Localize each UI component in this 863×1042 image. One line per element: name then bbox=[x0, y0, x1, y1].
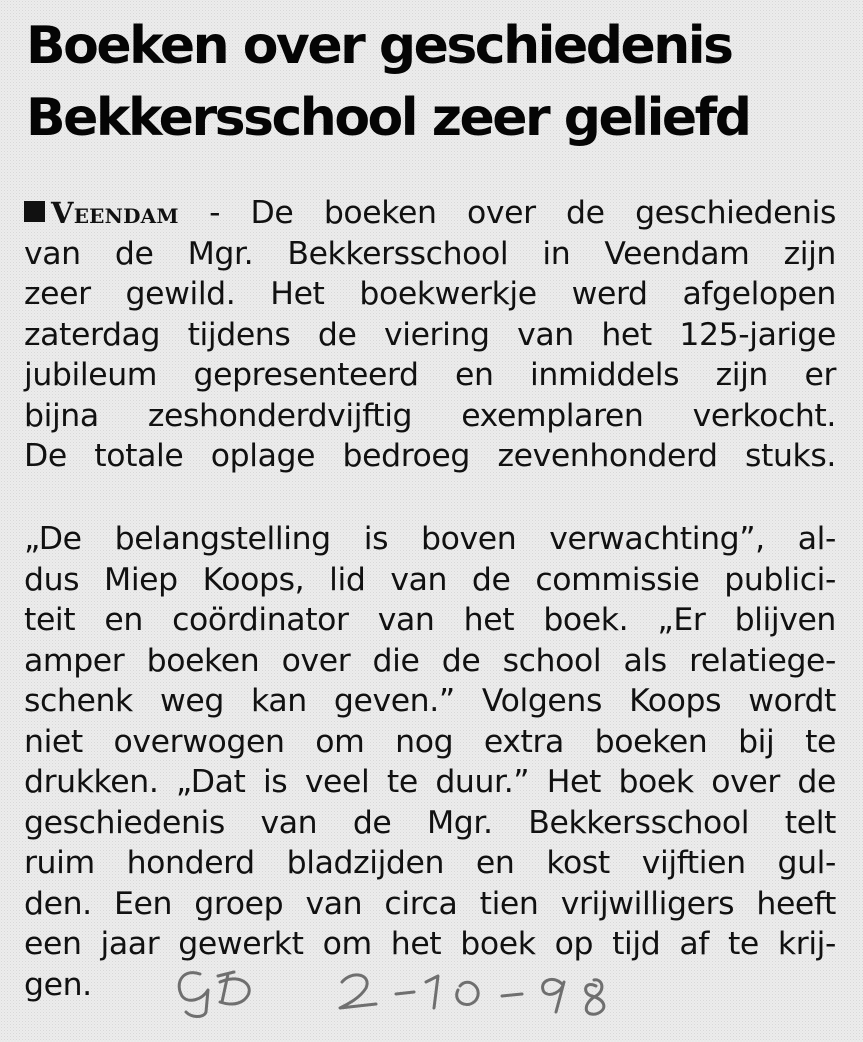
paragraph-1-line: jubileum gepresenteerd en inmiddels zijn er bbox=[24, 357, 836, 393]
paragraph-2-line: drukken. „Dat is veel te duur.” Het boek over de bbox=[24, 764, 836, 800]
dateline: Veendam bbox=[51, 196, 179, 230]
paragraph-1-line: zeer gewild. Het boekwerkje werd afgelopen bbox=[24, 276, 836, 312]
paragraph-1 bbox=[24, 193, 836, 477]
paragraph-2 bbox=[24, 519, 836, 1005]
headline-line-2: Bekkersschool zeer geliefd bbox=[26, 88, 750, 148]
paragraph-2-line: schenk weg kan geven.” Volgens Koops wordt bbox=[24, 683, 836, 719]
paragraph-2-line: „De belangstelling is boven verwachting”, al- bbox=[24, 521, 836, 557]
paragraph-2-line: geschiedenis van de Mgr. Bekkersschool telt bbox=[24, 804, 836, 841]
headline bbox=[26, 10, 846, 154]
paragraph-2-line: dus Miep Koops, lid van de commissie publici- bbox=[24, 561, 836, 598]
paragraph-1-line: zaterdag tijdens de viering van het 125-jarige bbox=[24, 316, 836, 353]
bullet-square-icon bbox=[24, 201, 45, 222]
paragraph-2-line: een jaar gewerkt om het boek op tijd af te krij- bbox=[24, 926, 836, 962]
paragraph-2-line: teit en coördinator van het boek. „Er blijven bbox=[24, 602, 836, 638]
paragraph-1-line: De totale oplage bedroeg zevenhonderd stuks. bbox=[24, 438, 836, 474]
handwritten-date-strokes bbox=[179, 972, 604, 1017]
paragraph-2-line: den. Een groep van circa tien vrijwilligers heeft bbox=[24, 885, 836, 922]
paragraph-2-line: ruim honderd bladzijden en kost vijftien gul- bbox=[24, 845, 836, 881]
paragraph-2-line: amper boeken over die de school als relatiege- bbox=[24, 642, 836, 679]
paragraph-1-line: bijna zeshonderdvijftig exemplaren verkocht. bbox=[24, 397, 836, 434]
paragraph-1-line-1 bbox=[24, 193, 836, 234]
paragraph-1-line-1-text: - De boeken over de geschiedenis bbox=[178, 195, 836, 231]
paragraph-1-line: van de Mgr. Bekkersschool in Veendam zijn bbox=[24, 235, 836, 272]
paragraph-2-last-line: gen. bbox=[24, 966, 92, 1003]
handwritten-date-note bbox=[172, 960, 672, 1020]
headline-line-1: Boeken over geschiedenis bbox=[26, 16, 732, 76]
paragraph-2-line: niet overwogen om nog extra boeken bij te bbox=[24, 723, 836, 760]
